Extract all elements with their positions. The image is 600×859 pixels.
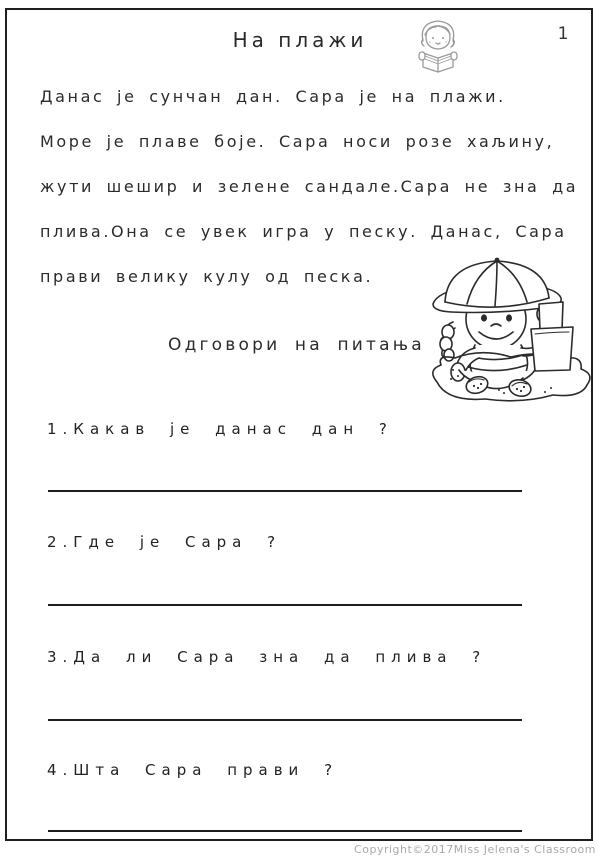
copyright-notice: Copyright©2017Miss Jelena's Classroom (354, 843, 596, 856)
answer-line-4 (48, 830, 522, 832)
answer-line-1 (48, 490, 522, 492)
question-4: 4.Шта Сара прави ? (47, 761, 339, 779)
questions-heading: Одговори на питања (168, 335, 425, 355)
question-2: 2.Где је Сара ? (47, 533, 282, 551)
girl-building-sandcastle-illustration (423, 252, 595, 410)
child-reading-book-icon (410, 15, 466, 77)
story-line: прави велику кулу од песка. (40, 267, 374, 286)
answer-line-3 (48, 719, 522, 721)
page-number: 1 (557, 24, 569, 44)
story-line: плива.Она се увек игра у песку. Данас, Сара (40, 222, 567, 241)
story-line: жути шешир и зелене сандале.Сара не зна да (40, 177, 579, 196)
story-line: Море је плаве боје. Сара носи розе хаљину, (40, 132, 555, 151)
story-line: Данас је сунчан дан. Сара је на плажи. (40, 87, 506, 106)
question-3: 3.Да ли Сара зна да плива ? (47, 648, 487, 666)
page-title: На плажи (232, 28, 368, 52)
answer-line-2 (48, 604, 522, 606)
question-1: 1.Какав је данас дан ? (47, 420, 393, 438)
